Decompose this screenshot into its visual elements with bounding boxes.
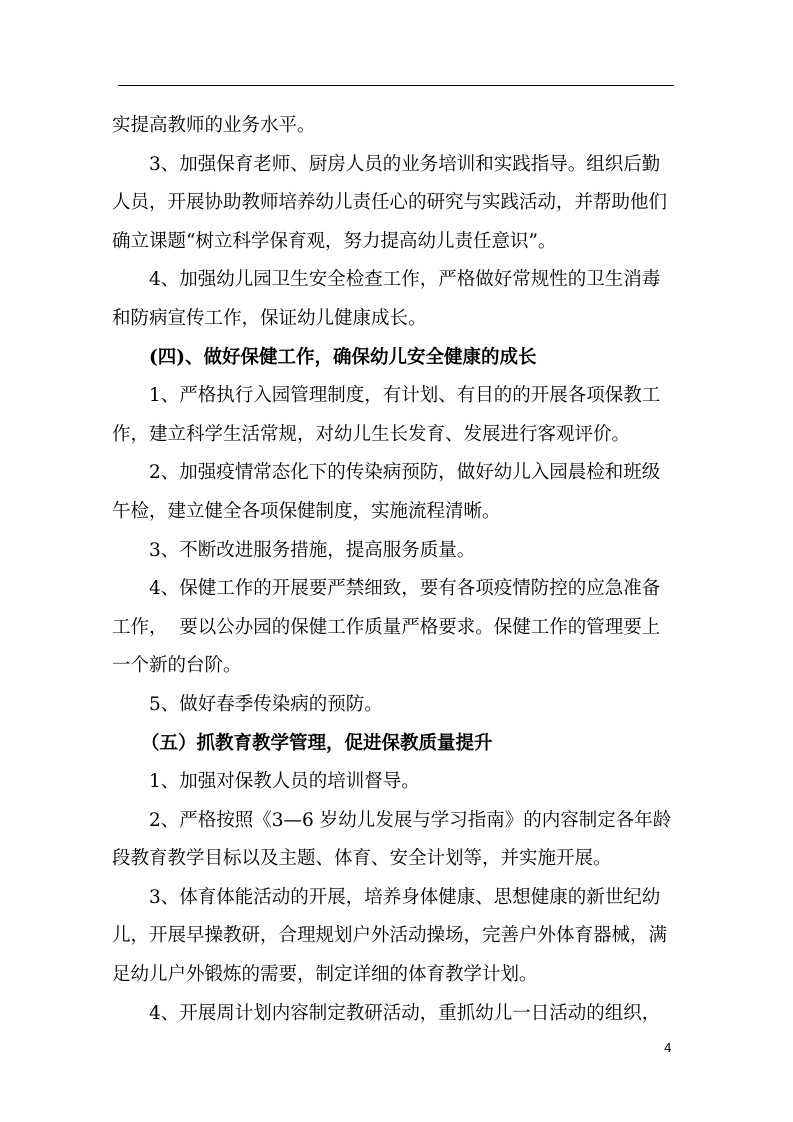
text-line: 5、做好春季传染病的预防。 — [149, 693, 383, 715]
text-line: 4、保健工作的开展要严禁细致，要有各项疫情防控的应急准备 — [149, 578, 661, 600]
text-line: 1、严格执行入园管理制度，有计划、有目的的开展各项保教工 — [149, 385, 661, 407]
text-line: 作，建立科学生活常规，对幼儿生长发育、发展进行客观评价。 — [112, 423, 631, 445]
text-line: 实提高教师的业务水平。 — [112, 115, 316, 136]
document-body — [112, 107, 684, 1033]
text-line: 2、严格按照《3—6 岁幼儿发展与学习指南》的内容制定各年龄 — [149, 809, 672, 831]
text-line: 4、加强幼儿园卫生安全检查工作，严格做好常规性的卫生消毒 — [149, 269, 661, 291]
text-line: 人员，开展协助教师培养幼儿责任心的研究与实践活动，并帮助他们 — [112, 192, 668, 214]
text-line: 工作， 要以公办园的保健工作质量严格要求。保健工作的管理要上 — [112, 616, 661, 638]
header-rule — [118, 85, 674, 86]
text-line: 和防病宣传工作，保证幼儿健康成长。 — [112, 307, 427, 329]
section-heading: (四)、做好保健工作，确保幼儿安全健康的成长 — [149, 346, 537, 368]
text-line: 3、不断改进服务措施，提高服务质量。 — [149, 539, 476, 561]
section-heading: （五）抓教育教学管理，促进保教质量提升 — [141, 732, 493, 754]
text-line: 1、加强对保教人员的培训督导。 — [149, 771, 420, 793]
text-line: 3、加强保育老师、厨房人员的业务培训和实践指导。组织后勤 — [149, 153, 661, 175]
page-number: 4 — [664, 1041, 672, 1055]
text-line: 一个新的台阶。 — [112, 655, 242, 677]
text-line: 足幼儿户外锻炼的需要，制定详细的体育教学计划。 — [112, 964, 538, 986]
text-line: 2、加强疫情常态化下的传染病预防，做好幼儿入园晨检和班级 — [149, 462, 661, 484]
text-line: 儿，开展早操教研，合理规划户外活动操场，完善户外体育器械，满 — [112, 925, 668, 947]
text-line: 段教育教学目标以及主题、体育、安全计划等，并实施开展。 — [112, 848, 612, 870]
text-line: 确立课题“树立科学保育观，努力提高幼儿责任意识”。 — [112, 230, 557, 252]
text-line: 4、开展周计划内容制定教研活动，重抓幼儿一日活动的组织， — [149, 1002, 661, 1024]
text-line: 午检，建立健全各项保健制度，实施流程清晰。 — [112, 500, 501, 522]
text-line: 3、体育体能活动的开展，培养身体健康、思想健康的新世纪幼 — [149, 886, 661, 908]
